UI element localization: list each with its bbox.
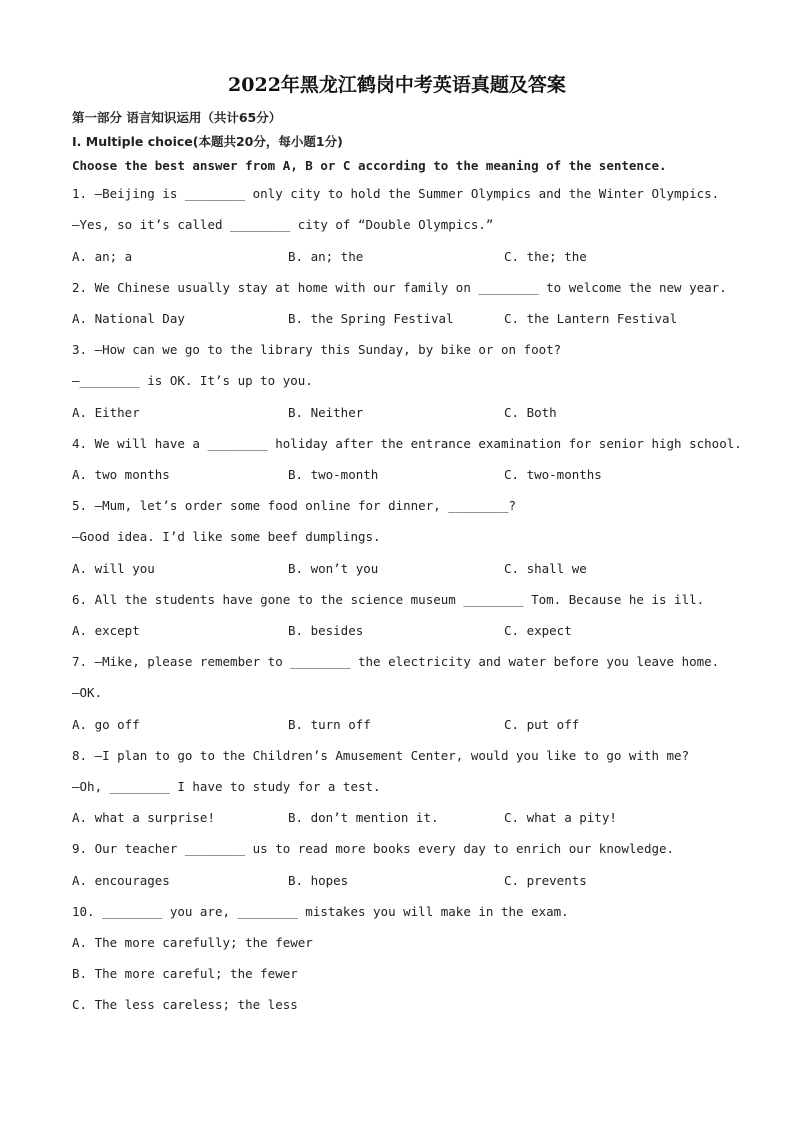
question-2-stem: 2. We Chinese usually stay at home with our family on ________ to welcome the new year. [72,280,727,295]
question-9-stem: 9. Our teacher ________ us to read more books every day to enrich our knowledge. [72,841,675,856]
question-5-option-b: B. won’t you [288,561,379,576]
question-4-option-c: C. two-months [504,467,602,482]
question-6-stem: 6. All the students have gone to the science museum ________ Tom. Because he is ill. [72,592,705,607]
question-4-option-a: A. two months [72,467,170,482]
question-7-response: —OK. [72,685,103,700]
question-2-option-c: C. the Lantern Festival [504,311,678,326]
instruction-text: Choose the best answer from A, B or C according to the meaning of the sentence. [72,158,667,173]
question-1-option-c: C. the; the [504,249,587,264]
question-10-option-b: B. The more careful; the fewer [72,966,298,981]
question-8-option-a: A. what a surprise! [72,810,215,825]
page-title: 2022年黑龙江鹤岗中考英语真题及答案 [228,74,566,96]
question-3-response: —________ is OK. It’s up to you. [72,373,313,388]
question-6-option-a: A. except [72,623,140,638]
part-heading: 第一部分 语言知识运用（共计65分） [72,110,282,125]
section-heading: Ⅰ. Multiple choice(本题共20分，每小题1分) [72,134,343,149]
question-10-option-c: C. The less careless; the less [72,997,298,1012]
question-10-option-a: A. The more carefully; the fewer [72,935,313,950]
question-9-option-a: A. encourages [72,873,170,888]
question-1-stem: 1. —Beijing is ________ only city to hold the Summer Olympics and the Winter Olympics. [72,186,720,201]
question-5-response: —Good idea. I’d like some beef dumplings. [72,529,381,544]
question-1-response: —Yes, so it’s called ________ city of “Double Olympics.” [72,217,494,232]
question-10-stem: 10. ________ you are, ________ mistakes you will make in the exam. [72,904,569,919]
question-3-option-a: A. Either [72,405,140,420]
question-5-option-a: A. will you [72,561,155,576]
question-1-option-b: B. an; the [288,249,364,264]
question-8-stem: 8. —I plan to go to the Children’s Amusement Center, would you like to go with me? [72,748,690,763]
question-1-option-a: A. an; a [72,249,133,264]
question-8-option-c: C. what a pity! [504,810,617,825]
question-9-option-b: B. hopes [288,873,349,888]
question-7-option-b: B. turn off [288,717,371,732]
question-7-option-c: C. put off [504,717,580,732]
question-7-option-a: A. go off [72,717,140,732]
question-3-option-b: B. Neither [288,405,364,420]
question-4-stem: 4. We will have a ________ holiday after the entrance examination for senior high school. [72,436,742,451]
question-5-option-c: C. shall we [504,561,587,576]
question-7-stem: 7. —Mike, please remember to ________ the electricity and water before you leave home. [72,654,720,669]
question-4-option-b: B. two-month [288,467,379,482]
question-5-stem: 5. —Mum, let’s order some food online for dinner, ________? [72,498,517,513]
question-2-option-b: B. the Spring Festival [288,311,454,326]
question-6-option-b: B. besides [288,623,364,638]
question-9-option-c: C. prevents [504,873,587,888]
question-8-option-b: B. don’t mention it. [288,810,439,825]
question-6-option-c: C. expect [504,623,572,638]
question-3-option-c: C. Both [504,405,557,420]
question-8-response: —Oh, ________ I have to study for a test. [72,779,381,794]
question-3-stem: 3. —How can we go to the library this Sunday, by bike or on foot? [72,342,562,357]
question-2-option-a: A. National Day [72,311,185,326]
